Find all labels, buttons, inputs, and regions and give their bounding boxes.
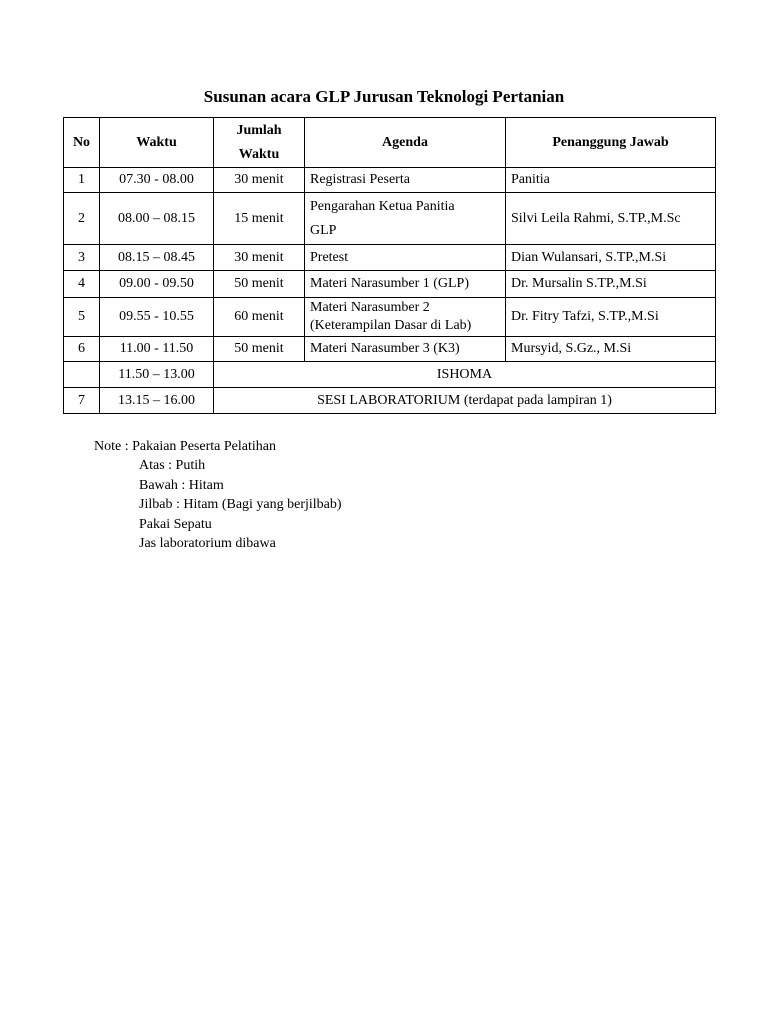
cell-penanggung-jawab: Dr. Fitry Tafzi, S.TP.,M.Si	[506, 298, 716, 337]
cell-penanggung-jawab: Panitia	[506, 168, 716, 193]
table-row	[64, 245, 716, 271]
header-jumlah-waktu	[214, 118, 305, 168]
note-item: Jilbab : Hitam (Bagi yang berjilbab)	[139, 497, 342, 513]
cell-merged-agenda: SESI LABORATORIUM (terdapat pada lampiran 1)	[214, 388, 716, 414]
note-heading: Note : Pakaian Peserta Pelatihan	[94, 439, 276, 454]
cell-agenda	[305, 298, 506, 337]
cell-no: 1	[64, 168, 100, 193]
cell-agenda-line2: GLP	[310, 222, 337, 238]
cell-agenda: Pretest	[305, 245, 506, 271]
table-row	[64, 168, 716, 193]
header-jumlah-line2: Waktu	[238, 146, 280, 162]
cell-no: 5	[64, 298, 100, 337]
header-penanggung-jawab: Penanggung Jawab	[506, 118, 716, 168]
cell-jumlah: 30 menit	[214, 168, 305, 193]
table-row	[64, 193, 716, 245]
note-item: Pakai Sepatu	[139, 516, 212, 532]
header-waktu: Waktu	[100, 118, 214, 168]
cell-waktu: 08.00 – 08.15	[100, 193, 214, 245]
table-row	[64, 271, 716, 298]
cell-no: 4	[64, 271, 100, 298]
table-row	[64, 388, 716, 414]
cell-agenda-line1: Pengarahan Ketua Panitia	[310, 198, 455, 214]
note-item: Jas laboratorium dibawa	[139, 536, 276, 552]
cell-merged-agenda: ISHOMA	[214, 362, 716, 388]
cell-penanggung-jawab: Mursyid, S.Gz., M.Si	[506, 337, 716, 362]
cell-jumlah: 50 menit	[214, 337, 305, 362]
cell-agenda-line2: (Keterampilan Dasar di Lab)	[310, 318, 472, 333]
page-title: Susunan acara GLP Jurusan Teknologi Pertanian	[203, 87, 565, 106]
cell-waktu: 09.00 - 09.50	[100, 271, 214, 298]
cell-waktu: 07.30 - 08.00	[100, 168, 214, 193]
header-agenda: Agenda	[305, 118, 506, 168]
cell-penanggung-jawab: Silvi Leila Rahmi, S.TP.,M.Sc	[506, 193, 716, 245]
cell-waktu: 08.15 – 08.45	[100, 245, 214, 271]
table-row	[64, 337, 716, 362]
note-item: Bawah : Hitam	[139, 477, 224, 493]
header-jumlah-line1: Jumlah	[236, 122, 282, 138]
cell-waktu: 09.55 - 10.55	[100, 298, 214, 337]
cell-jumlah: 50 menit	[214, 271, 305, 298]
schedule-table	[63, 117, 716, 414]
cell-no	[64, 362, 100, 388]
table-row	[64, 298, 716, 337]
cell-agenda	[305, 193, 506, 245]
cell-agenda: Registrasi Peserta	[305, 168, 506, 193]
cell-waktu: 11.50 – 13.00	[100, 362, 214, 388]
cell-jumlah: 60 menit	[214, 298, 305, 337]
cell-no: 6	[64, 337, 100, 362]
cell-jumlah: 15 menit	[214, 193, 305, 245]
cell-waktu: 13.15 – 16.00	[100, 388, 214, 414]
header-no: No	[64, 118, 100, 168]
cell-agenda: Materi Narasumber 1 (GLP)	[305, 271, 506, 298]
table-header-row	[64, 118, 716, 168]
cell-penanggung-jawab: Dr. Mursalin S.TP.,M.Si	[506, 271, 716, 298]
table-row	[64, 362, 716, 388]
cell-penanggung-jawab: Dian Wulansari, S.TP.,M.Si	[506, 245, 716, 271]
attire-note	[94, 437, 342, 553]
cell-agenda-line1: Materi Narasumber 2	[310, 300, 430, 315]
cell-no: 7	[64, 388, 100, 414]
cell-jumlah: 30 menit	[214, 245, 305, 271]
cell-no: 2	[64, 193, 100, 245]
cell-agenda: Materi Narasumber 3 (K3)	[305, 337, 506, 362]
cell-no: 3	[64, 245, 100, 271]
note-item: Atas : Putih	[139, 458, 206, 474]
cell-waktu: 11.00 - 11.50	[100, 337, 214, 362]
